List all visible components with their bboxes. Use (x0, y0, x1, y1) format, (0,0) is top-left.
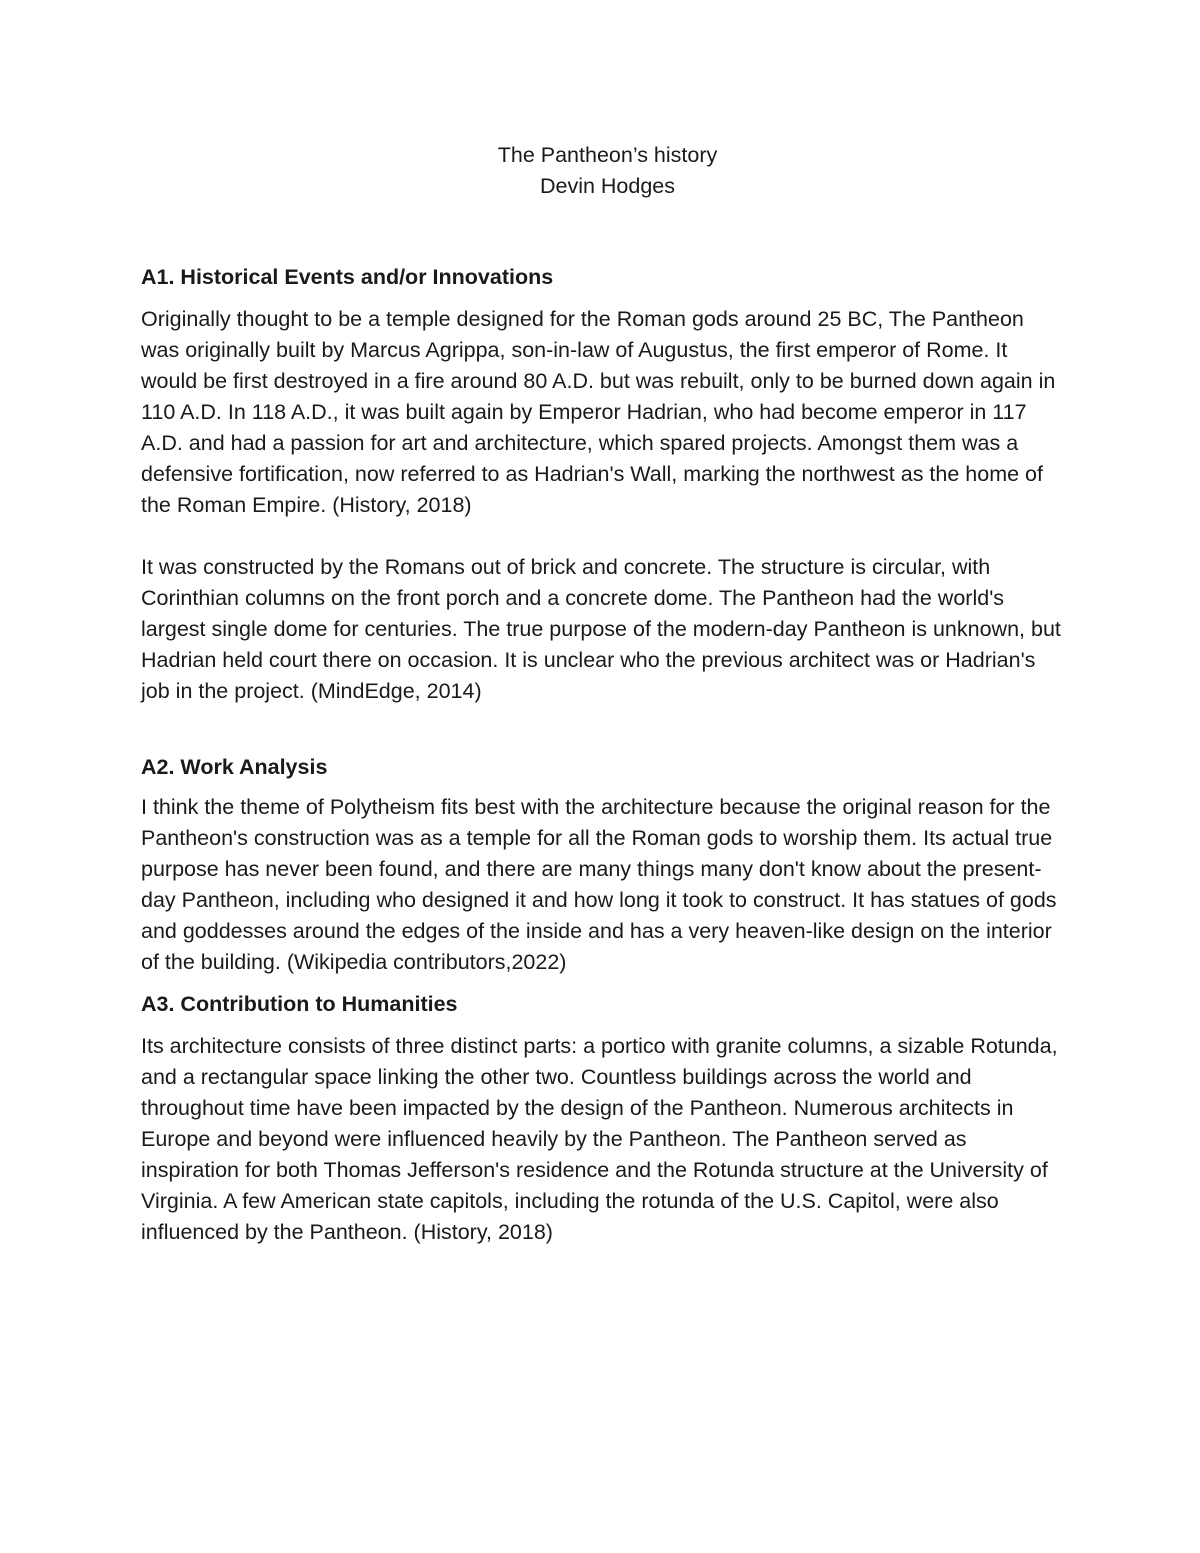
document-author: Devin Hodges (539, 174, 676, 198)
document-header (141, 140, 1074, 202)
section-a1 (141, 262, 1066, 707)
section-paragraph: Its architecture consists of three distinct parts: a portico with granite columns, a sizable Rotunda, and a rectangular space linking the other two. Countless buildings across the world and throughout time have been impacted by the design of the Pantheon. Numerous architects in Europe and beyond were influenced heavily by the Pantheon. The Pantheon served as inspiration for both Thomas Jefferson's residence and the Rotunda structure at the University of Virginia. A few American state capitols, including the rotunda of the U.S. Capitol, were also influenced by the Pantheon. (History, 2018) (141, 1034, 1058, 1244)
document-body (141, 140, 1066, 1248)
section-heading: A2. Work Analysis (141, 755, 328, 779)
section-paragraph: It was constructed by the Romans out of brick and concrete. The structure is circular, with Corinthian columns on the front porch and a concrete dome. The Pantheon had the world's largest single dome for centuries. The true purpose of the modern-day Pantheon is unknown, but Hadrian held court there on occasion. It is unclear who the previous architect was or Hadrian's job in the project. (MindEdge, 2014) (141, 555, 1061, 703)
section-paragraph: I think the theme of Polytheism fits best with the architecture because the original reason for the Pantheon's construction was as a temple for all the Roman gods to worship them. Its actual true purpose has never been found, and there are many things many don't know about the present-day Pantheon, including who designed it and how long it took to construct. It has statues of gods and goddesses around the edges of the inside and has a very heaven-like design on the interior of the building. (Wikipedia contributors,2022) (141, 795, 1057, 974)
section-heading: A3. Contribution to Humanities (141, 992, 458, 1016)
section-a2 (141, 752, 1066, 978)
document-title: The Pantheon’s history (497, 143, 718, 167)
section-paragraph: Originally thought to be a temple designed for the Roman gods around 25 BC, The Pantheon was originally built by Marcus Agrippa, son-in-law of Augustus, the first emperor of Rome. It would be first destroyed in a fire around 80 A.D. but was rebuilt, only to be burned down again in 110 A.D. In 118 A.D., it was built again by Emperor Hadrian, who had become emperor in 117 A.D. and had a passion for art and architecture, which spared projects. Amongst them was a defensive fortification, now referred to as Hadrian's Wall, marking the northwest as the home of the Roman Empire. (History, 2018) (141, 307, 1056, 517)
section-heading: A1. Historical Events and/or Innovations (141, 265, 554, 289)
section-a3 (141, 989, 1066, 1248)
